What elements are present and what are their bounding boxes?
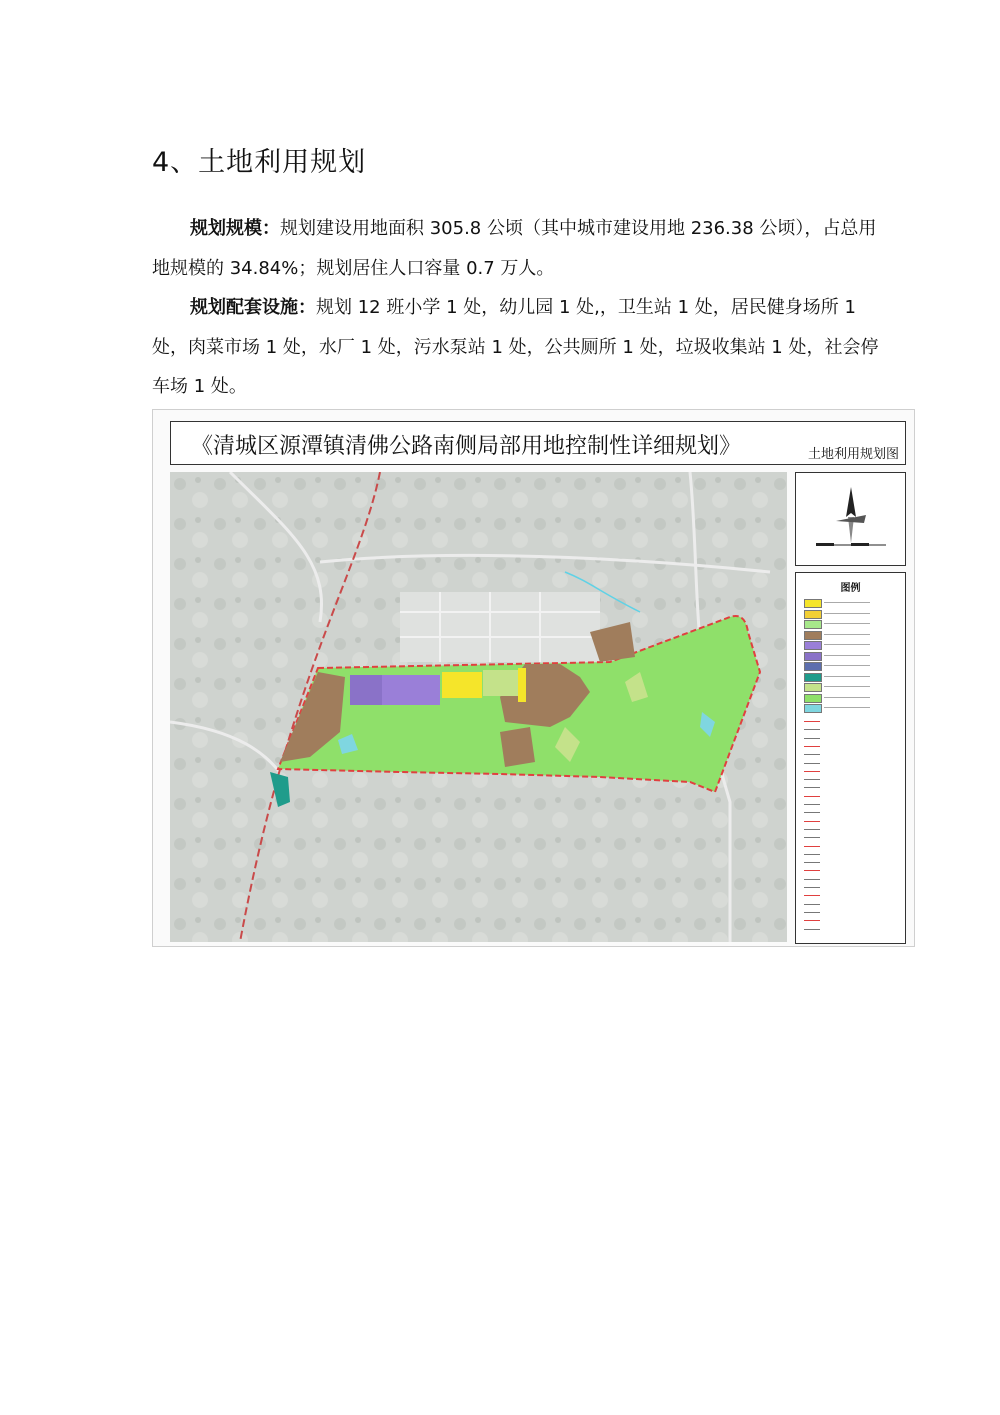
legend-label-placeholder	[824, 602, 870, 603]
legend-line-symbol	[804, 754, 820, 755]
legend-label-placeholder	[824, 634, 870, 635]
legend-label-placeholder	[824, 676, 870, 677]
legend-line-symbol	[804, 804, 820, 805]
legend-line-symbol	[804, 904, 820, 905]
paragraph-facilities	[152, 288, 882, 407]
legend-line-symbol	[804, 887, 820, 888]
legend-label-placeholder	[824, 623, 870, 624]
legend-line-symbol	[804, 862, 820, 863]
legend-swatch	[804, 620, 822, 629]
legend-line-symbol	[804, 829, 820, 830]
legend-line-symbol	[804, 870, 820, 871]
legend-swatch	[804, 641, 822, 650]
map-legend	[795, 572, 906, 944]
legend-item	[804, 694, 900, 702]
map-subtitle: 土地利用规划图	[807, 447, 899, 462]
legend-item	[804, 683, 900, 691]
legend-swatch	[804, 652, 822, 661]
legend-line-symbol	[804, 779, 820, 780]
north-arrow-box	[795, 472, 906, 566]
legend-label-placeholder	[824, 707, 870, 708]
legend-line-symbol	[804, 771, 820, 772]
section-heading: 4、土地利用规划	[152, 147, 367, 178]
legend-item	[804, 652, 900, 660]
legend-label-placeholder	[824, 697, 870, 698]
legend-swatch	[804, 683, 822, 692]
land-use-map-image	[170, 472, 787, 942]
legend-line-symbol	[804, 920, 820, 921]
paragraph-facilities-text: 规划 12 班小学 1 处，幼儿园 1 处,，卫生站 1 处，居民健身场所 1 处，肉菜市场 1 处，水厂 1 处，污水泵站 1 处，公共厕所 1 处，垃圾收集站 1 处，社会停车场 1 处。	[152, 297, 879, 397]
legend-swatch	[804, 610, 822, 619]
map-title: 《清城区源潭镇清佛公路南侧局部用地控制性详细规划》	[191, 434, 742, 459]
paragraph-facilities-label: 规划配套设施：	[190, 297, 316, 318]
legend-line-symbol	[804, 729, 820, 730]
map-title-box	[170, 421, 906, 465]
legend-label-placeholder	[824, 655, 870, 656]
legend-line-symbol	[804, 738, 820, 739]
legend-line-symbol	[804, 812, 820, 813]
north-arrow-icon	[796, 473, 905, 565]
legend-line-symbol	[804, 721, 820, 722]
legend-line-symbol	[804, 879, 820, 880]
legend-line-symbol	[804, 846, 820, 847]
legend-item	[804, 704, 900, 712]
land-use-map	[170, 472, 787, 942]
legend-item	[804, 599, 900, 607]
legend-label-placeholder	[824, 686, 870, 687]
legend-title: 图例	[840, 583, 861, 594]
legend-item	[804, 631, 900, 639]
legend-line-symbol	[804, 796, 820, 797]
legend-line-symbol	[804, 746, 820, 747]
legend-item	[804, 673, 900, 681]
legend-swatch	[804, 673, 822, 682]
legend-swatch	[804, 599, 822, 608]
legend-label-placeholder	[824, 665, 870, 666]
legend-swatch	[804, 631, 822, 640]
paragraph-scale-label: 规划规模：	[190, 218, 280, 239]
legend-item	[804, 641, 900, 649]
paragraph-scale-text: 规划建设用地面积 305.8 公顷（其中城市建设用地 236.38 公顷），占总用地规模的 34.84%；规划居住人口容量 0.7 万人。	[152, 218, 877, 279]
legend-line-symbol	[804, 912, 820, 913]
legend-item	[804, 620, 900, 628]
legend-item	[804, 662, 900, 670]
legend-item	[804, 610, 900, 618]
legend-line-symbol	[804, 837, 820, 838]
legend-swatch	[804, 704, 822, 713]
legend-line-symbol	[804, 895, 820, 896]
legend-label-placeholder	[824, 613, 870, 614]
legend-line-symbol	[804, 929, 820, 930]
legend-line-symbol	[804, 821, 820, 822]
legend-line-symbol	[804, 854, 820, 855]
legend-line-symbol	[804, 763, 820, 764]
legend-swatch	[804, 694, 822, 703]
legend-swatch	[804, 662, 822, 671]
legend-line-symbol	[804, 787, 820, 788]
legend-label-placeholder	[824, 644, 870, 645]
paragraph-scale	[152, 209, 882, 288]
